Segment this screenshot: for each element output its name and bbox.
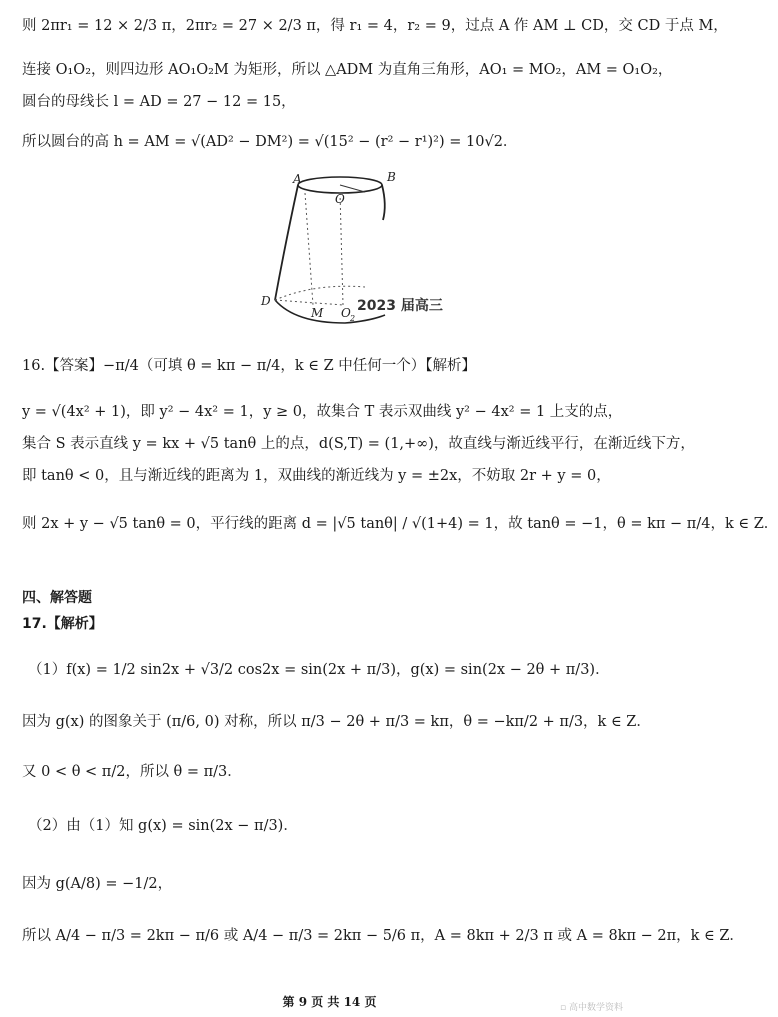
label-b: B: [387, 170, 396, 184]
text-line-8: 即 tanθ < 0，且与渐近线的距离为 1，双曲线的渐近线为 y = ±2x，不妨取 2r + y = 0，: [22, 468, 611, 484]
label-a: A: [293, 172, 302, 186]
text-line-5: 16.【答案】−π/4（可填 θ = kπ − π/4，k ∈ Z 中任何一个）【解析】: [22, 358, 477, 374]
text-line-9: 则 2x + y − √5 tanθ = 0，平行线的距离 d = |√5 tanθ| / √(1+4) = 1，故 tanθ = −1，θ = kπ − π/4，k ∈ Z．: [22, 516, 778, 532]
label-o1: O: [335, 192, 345, 206]
label-o2: O: [341, 306, 351, 320]
text-line-3: 圆台的母线长 l = AD = 27 − 12 = 15，: [22, 94, 296, 110]
text-line-16: 因为 g(A/8) = −1/2，: [22, 876, 173, 892]
frustum-figure: [255, 165, 475, 335]
section-heading: 四、解答题: [22, 590, 92, 606]
corner-mark: ▫ 高中数学资料: [560, 1003, 623, 1013]
label-d: D: [261, 294, 271, 308]
page-footer: 第 9 页 共 14 页: [282, 995, 377, 1009]
text-line-6: y = √(4x² + 1)，即 y² − 4x² = 1，y ≥ 0，故集合 T 表示双曲线 y² − 4x² = 1 上支的点，: [22, 404, 623, 420]
label-m: M: [311, 306, 324, 320]
text-line-13: 因为 g(x) 的图象关于 (π/6, 0) 对称，所以 π/3 − 2θ + π/3 = kπ，θ = −kπ/2 + π/3，k ∈ Z．: [22, 714, 651, 730]
text-line-15: （2）由（1）知 g(x) = sin(2x − π/3)．: [28, 818, 298, 834]
text-line-2: 连接 O₁O₂，则四边形 AO₁O₂M 为矩形，所以 △ADM 为直角三角形，AO₁ = MO₂，AM = O₁O₂，: [22, 62, 673, 78]
figure-watermark: 2023 届高三: [357, 298, 443, 314]
text-line-4: 所以圆台的高 h = AM = √(AD² − DM²) = √(15² − (r² − r¹)²) = 10√2．: [22, 134, 518, 150]
text-line-12: （1）f(x) = 1/2 sin2x + √3/2 cos2x = sin(2x + π/3)，g(x) = sin(2x − 2θ + π/3)．: [28, 662, 610, 678]
text-line-7: 集合 S 表示直线 y = kx + √5 tanθ 上的点，d(S,T) = (1,+∞)，故直线与渐近线平行，在渐近线下方，: [22, 436, 695, 452]
label-o2-sub: 2: [350, 314, 356, 323]
text-line-14: 又 0 < θ < π/2，所以 θ = π/3．: [22, 764, 242, 780]
text-line-17: 所以 A/4 − π/3 = 2kπ − π/6 或 A/4 − π/3 = 2kπ − 5/6 π，A = 8kπ + 2/3 π 或 A = 8kπ − 2π，k ∈ Z．: [22, 928, 744, 944]
problem-17-heading: 17.【解析】: [22, 616, 103, 632]
text-line-1: 则 2πr₁ = 12 × 2/3 π，2πr₂ = 27 × 2/3 π，得 r₁ = 4，r₂ = 9，过点 A 作 AM ⊥ CD，交 CD 于点 M，: [22, 18, 728, 34]
